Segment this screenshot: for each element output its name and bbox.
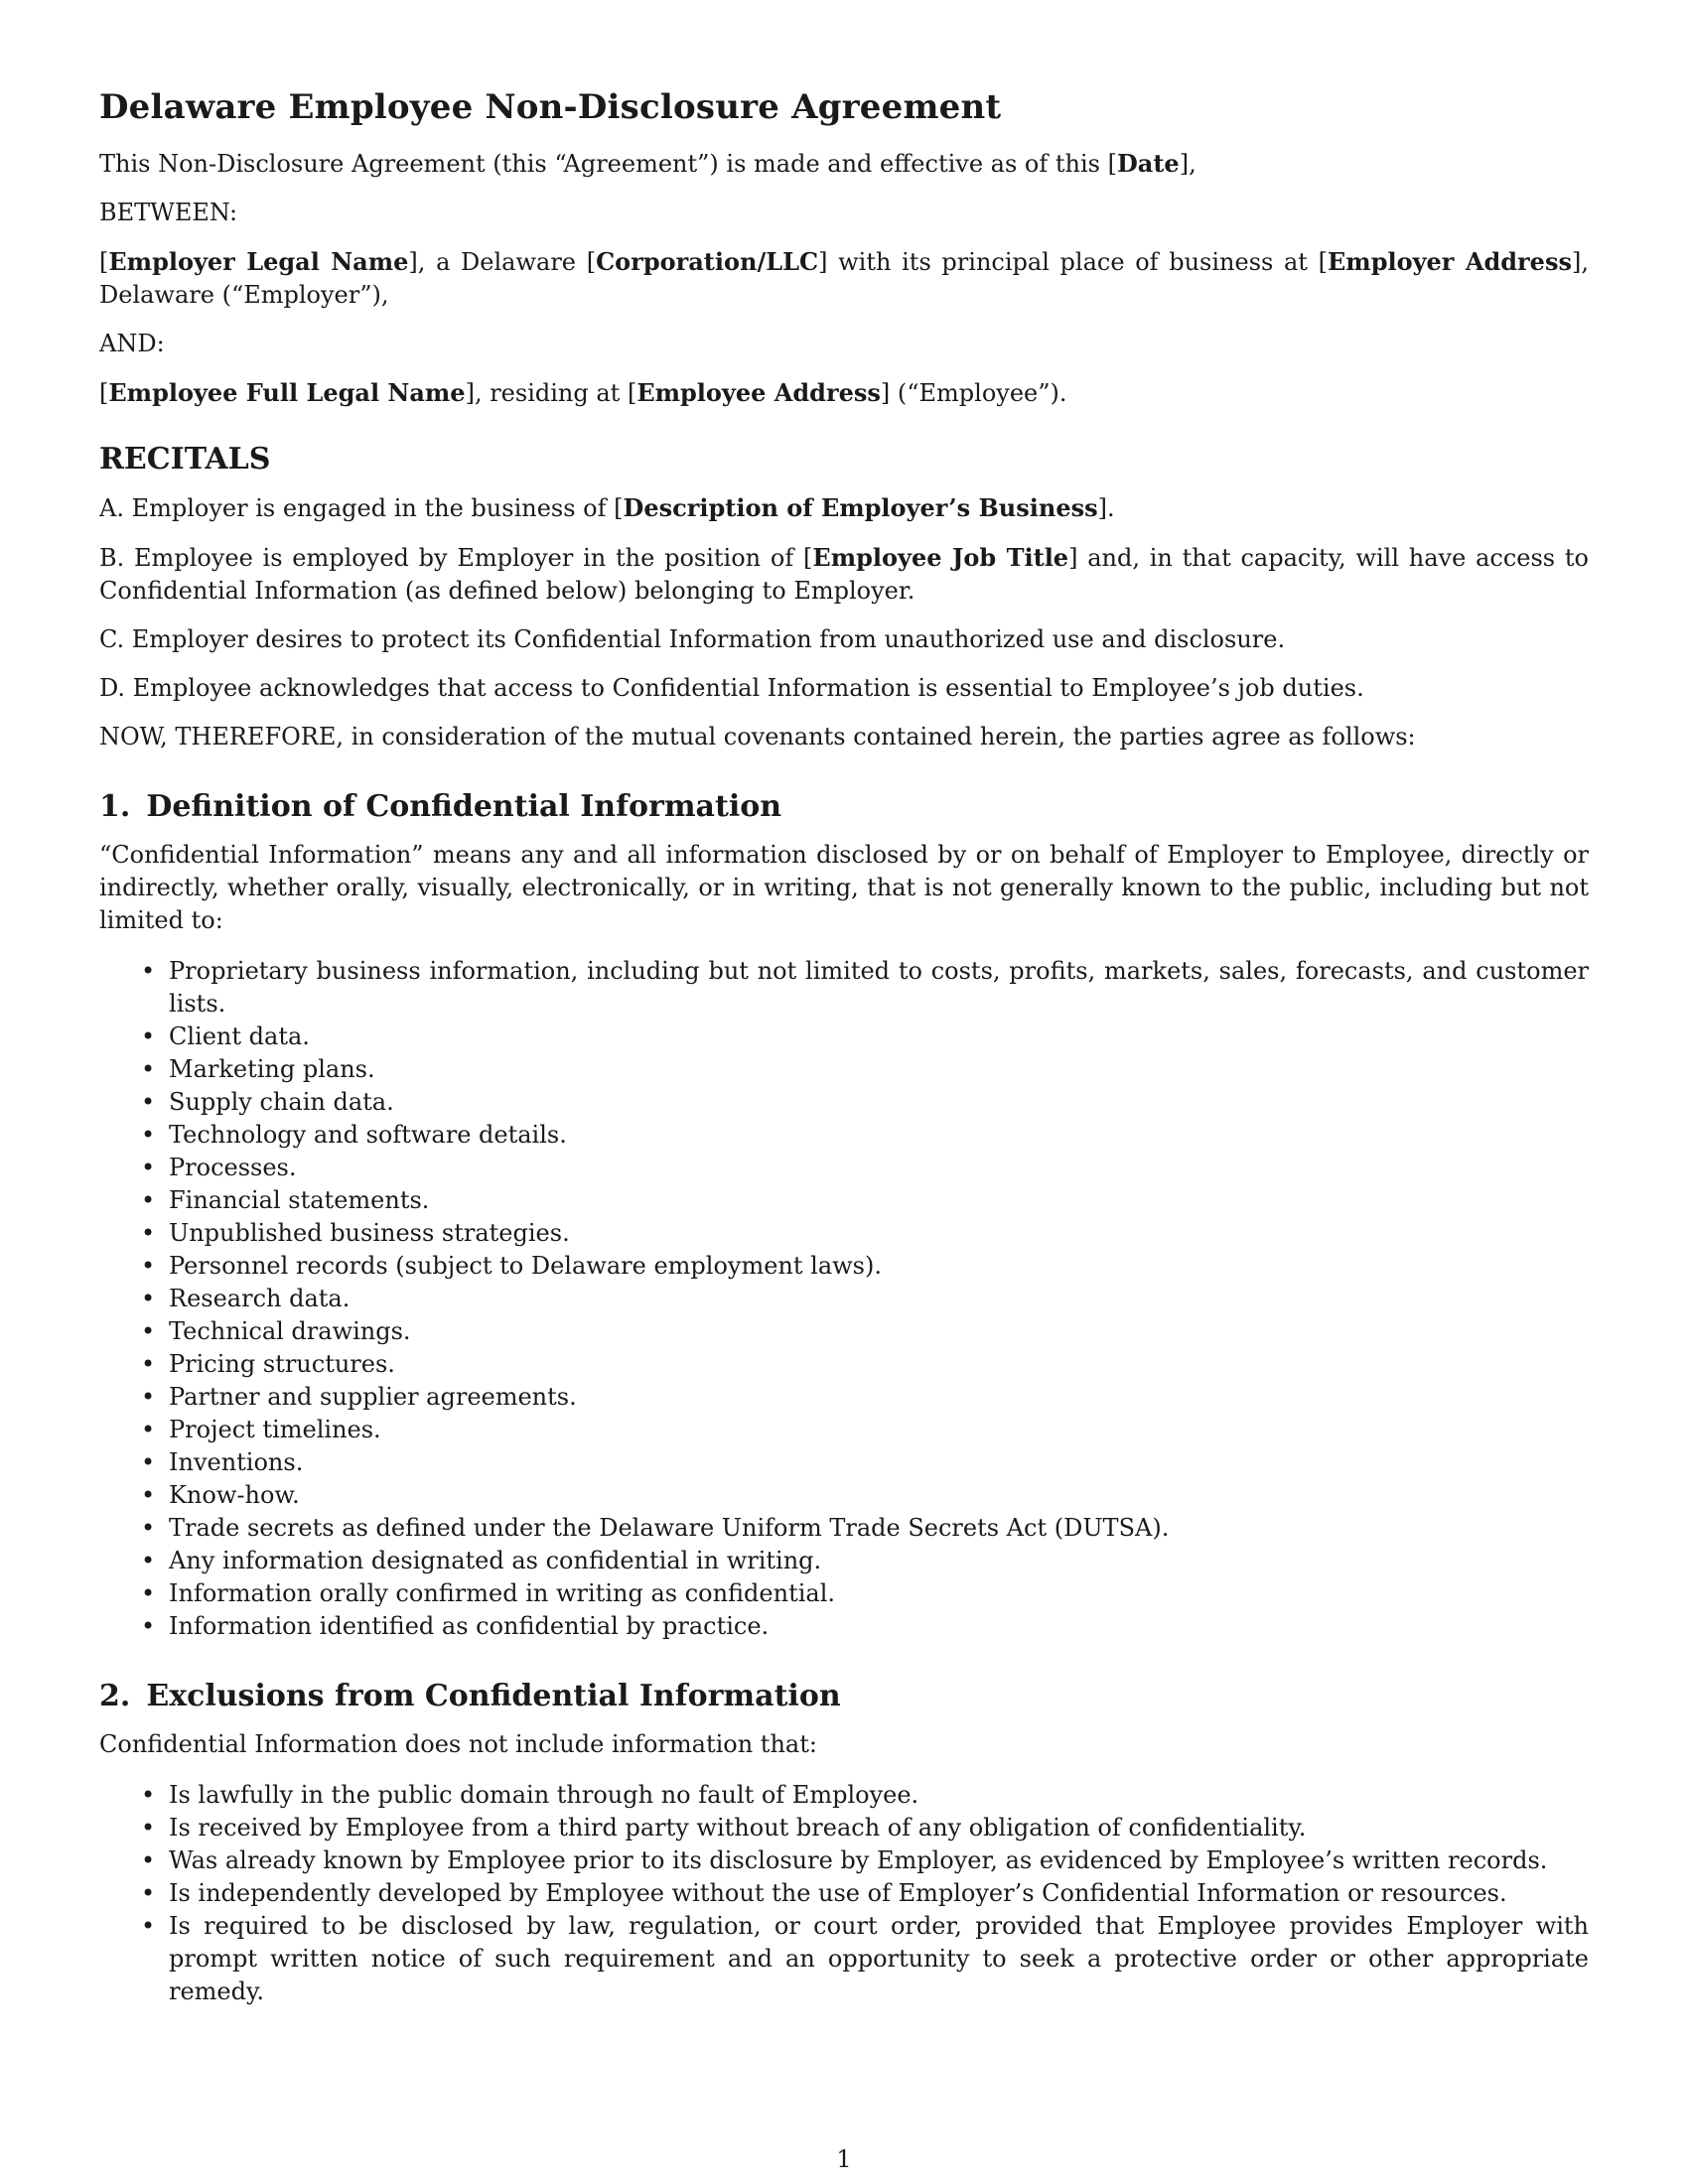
employer-party-paragraph: [Employer Legal Name], a Delaware [Corporation/LLC] with its principal place of business at [Employer Address], Delaware (“Employer”), (99, 247, 1589, 309)
recital-b: B. Employee is employed by Employer in the position of [Employee Job Title] and, in that capacity, will have access to Confidential Information (as defined below) belonging to Employer. (99, 543, 1589, 605)
recital-a: A. Employer is engaged in the business of [Description of Employer’s Business]. (99, 493, 1115, 522)
between-label: BETWEEN: (99, 199, 238, 226)
section-1-number: 1. (99, 789, 131, 824)
employee-party-paragraph: [Employee Full Legal Name], residing at [Employee Address] (“Employee”). (99, 378, 1067, 407)
document-page (99, 85, 1589, 2008)
list-item: • Any information designated as confidential in writing. (169, 1545, 1589, 1577)
section-1-heading (99, 787, 1589, 827)
list-item: • Inventions. (169, 1446, 1589, 1479)
list-item: • Marketing plans. (169, 1053, 1589, 1086)
list-item: • Is independently developed by Employee without the use of Employer’s Confidential Information or resources. (169, 1877, 1589, 1910)
employer-text-3: , Delaware (“Employer”), (99, 248, 1589, 309)
section-1-title: Definition of Confidential Information (146, 789, 782, 824)
page-number: 1 (836, 2145, 852, 2173)
employee-address-field: Employee Address (636, 378, 881, 407)
list-item: • Is received by Employee from a third party without breach of any obligation of confidentiality. (169, 1812, 1589, 1844)
recital-b-text: B. Employee is employed by Employer in the position of (99, 544, 804, 572)
recital-c: C. Employer desires to protect its Confidential Information from unauthorized use and disclosure. (99, 625, 1286, 653)
list-item: • Is required to be disclosed by law, regulation, or court order, provided that Employee provides Employer with prompt written notice of such requirement and an opportunity to seek a protective order or other appropriate remedy. (169, 1910, 1589, 2008)
list-item: • Personnel records (subject to Delaware employment laws). (169, 1250, 1589, 1283)
confidential-info-list (99, 955, 1589, 1643)
list-item: • Project timelines. (169, 1414, 1589, 1446)
recital-d: D. Employee acknowledges that access to Confidential Information is essential to Employee’s job duties. (99, 674, 1364, 702)
recital-a-text: A. Employer is engaged in the business of (99, 494, 615, 522)
list-item: • Financial statements. (169, 1184, 1589, 1217)
intro-end: , (1189, 150, 1196, 178)
list-item: • Processes. (169, 1152, 1589, 1184)
job-title-field: Employee Job Title (812, 543, 1069, 572)
list-item: • Proprietary business information, including but not limited to costs, profits, markets, sales, forecasts, and customer lists. (169, 955, 1589, 1021)
list-item: • Information identified as confidential by practice. (169, 1610, 1589, 1643)
list-item: • Trade secrets as defined under the Delaware Uniform Trade Secrets Act (DUTSA). (169, 1512, 1589, 1545)
section-1-text: “Confidential Information” means any and all information disclosed by or on behalf of Employer to Employee, directly or indirectly, whether orally, visually, electronically, or in writing, that is not generally known to the public, including but not limited to: (99, 841, 1589, 934)
employee-text-1: , residing at (474, 379, 628, 407)
section-2-title: Exclusions from Confidential Information (146, 1679, 841, 1713)
list-item: • Pricing structures. (169, 1348, 1589, 1381)
list-item: • Know-how. (169, 1479, 1589, 1512)
business-description-field: Description of Employer’s Business (623, 493, 1098, 522)
intro-paragraph: This Non-Disclosure Agreement (this “Agreement”) is made and effective as of this [Date], (99, 149, 1196, 178)
exclusions-list (99, 1779, 1589, 2008)
section-2-heading (99, 1677, 1589, 1716)
section-2-number: 2. (99, 1679, 131, 1713)
recitals-heading: RECITALS (99, 442, 271, 477)
list-item: • Client data. (169, 1021, 1589, 1053)
employee-text-2: (“Employee”). (890, 379, 1067, 407)
and-label: AND: (99, 330, 165, 357)
recital-b-end: and, in that capacity, will have access to Confidential Information (as defined below) belonging to Employer. (99, 544, 1589, 605)
employer-entity-field: Corporation/LLC (596, 247, 819, 276)
list-item: • Supply chain data. (169, 1086, 1589, 1119)
document-title: Delaware Employee Non-Disclosure Agreement (99, 87, 1002, 127)
list-item: • Technology and software details. (169, 1119, 1589, 1152)
employer-text-2: with its principal place of business at (827, 248, 1319, 276)
list-item: • Research data. (169, 1283, 1589, 1315)
list-item: • Partner and supplier agreements. (169, 1381, 1589, 1414)
employer-name-field: Employer Legal Name (108, 247, 409, 276)
employer-text-1: , a Delaware (417, 248, 587, 276)
list-item: • Technical drawings. (169, 1315, 1589, 1348)
employee-name-field: Employee Full Legal Name (108, 378, 466, 407)
list-item: • Is lawfully in the public domain through no fault of Employee. (169, 1779, 1589, 1812)
list-item: • Unpublished business strategies. (169, 1217, 1589, 1250)
intro-text: This Non-Disclosure Agreement (this “Agreement”) is made and effective as of this (99, 150, 1108, 178)
list-item: • Information orally confirmed in writing as confidential. (169, 1577, 1589, 1610)
list-item: • Was already known by Employee prior to its disclosure by Employer, as evidenced by Employee’s written records. (169, 1844, 1589, 1877)
recital-a-end: . (1107, 494, 1115, 522)
employer-address-field: Employer Address (1328, 247, 1572, 276)
now-therefore-paragraph: NOW, THEREFORE, in consideration of the mutual covenants contained herein, the parties agree as follows: (99, 723, 1416, 751)
date-field: Date (1116, 149, 1180, 178)
section-2-text: Confidential Information does not include information that: (99, 1730, 817, 1758)
